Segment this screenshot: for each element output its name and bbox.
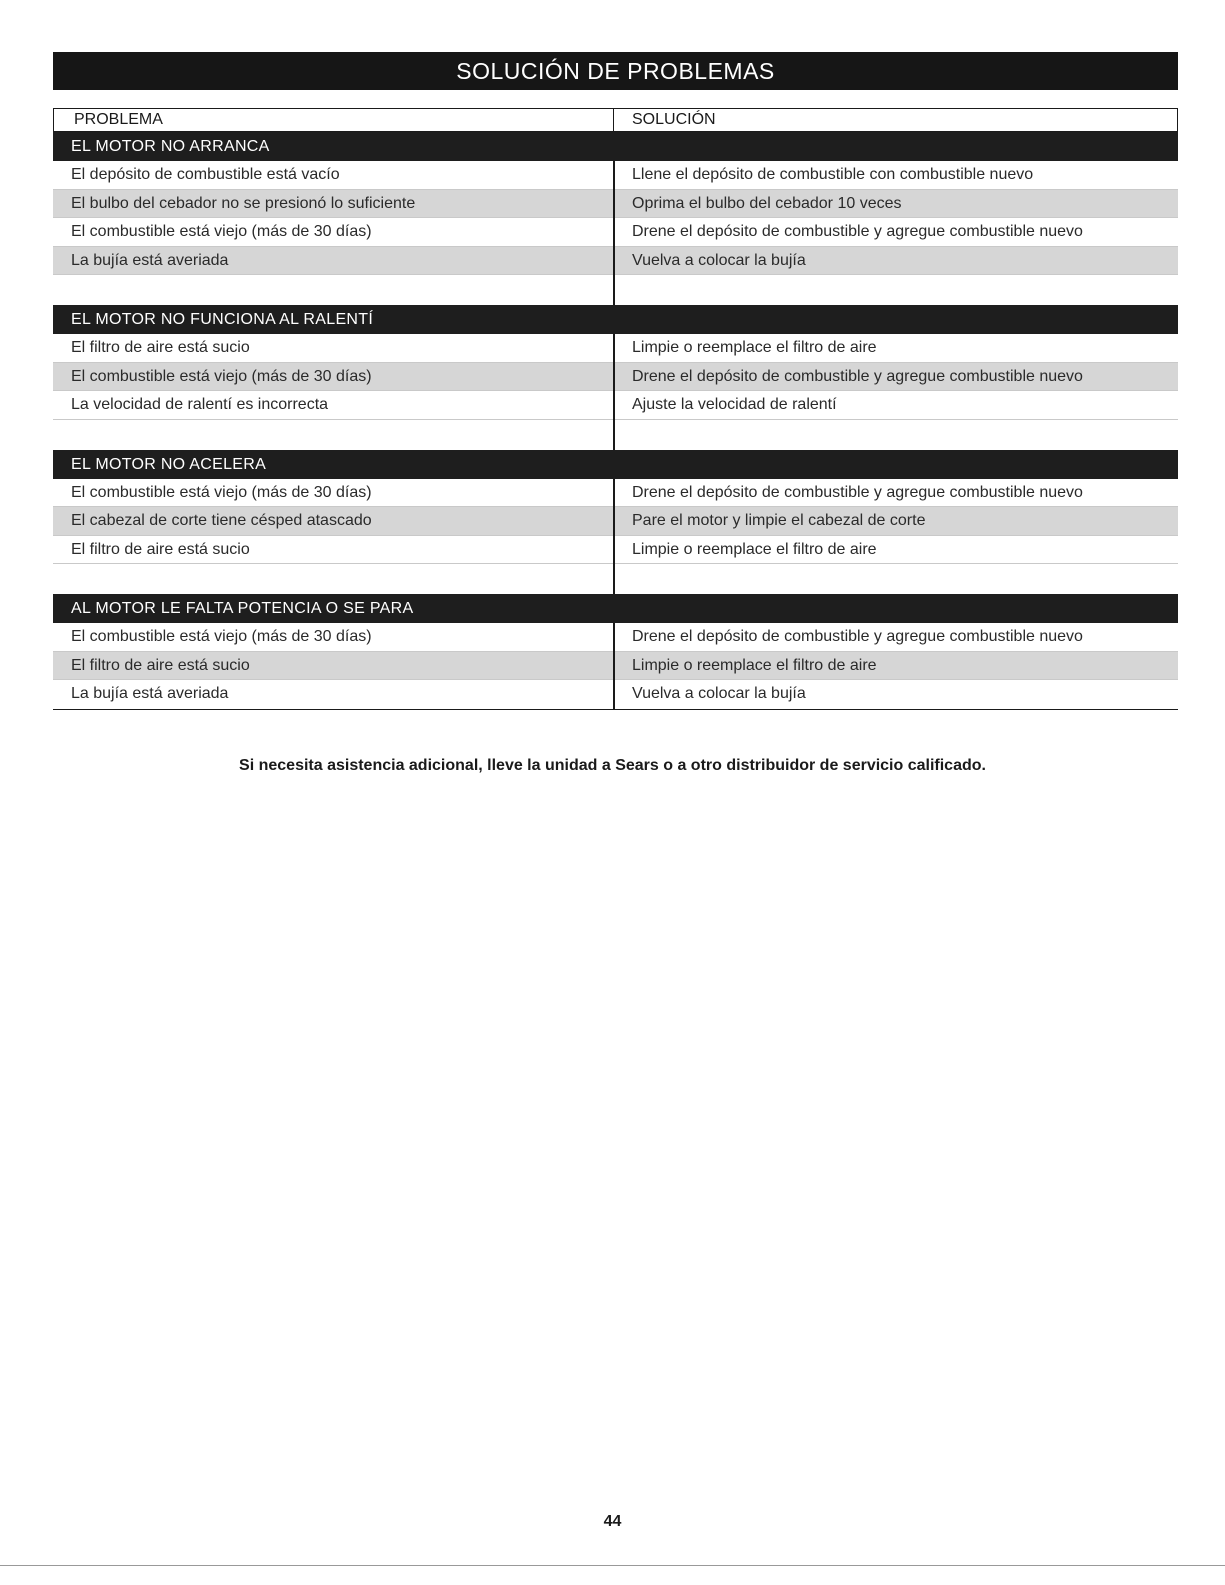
footer-rule	[0, 1565, 1225, 1566]
solution-cell: Oprima el bulbo del cebador 10 veces	[632, 194, 902, 212]
table-row	[53, 334, 1178, 363]
table-row	[53, 652, 1178, 681]
page-number: 44	[603, 1513, 622, 1530]
solution-cell: Drene el depósito de combustible y agregue combustible nuevo	[632, 483, 1083, 501]
problem-cell: El combustible está viejo (más de 30 días)	[71, 483, 372, 501]
section-motor-no-arranca	[53, 132, 1178, 305]
problem-cell: El filtro de aire está sucio	[71, 656, 250, 674]
table-row	[53, 623, 1178, 652]
table-row	[53, 161, 1178, 190]
problem-cell: El filtro de aire está sucio	[71, 540, 250, 558]
solution-cell: Drene el depósito de combustible y agregue combustible nuevo	[632, 223, 1083, 240]
section-motor-falta-potencia	[53, 594, 1178, 709]
table-header	[53, 108, 1178, 132]
solution-cell: Drene el depósito de combustible y agregue combustible nuevo	[632, 367, 1083, 385]
section-spacer	[53, 420, 1178, 450]
solution-cell: Limpie o reemplace el filtro de aire	[632, 656, 877, 674]
column-header-problem: PROBLEMA	[54, 109, 614, 131]
table-row	[53, 507, 1178, 536]
page-title: SOLUCIÓN DE PROBLEMAS	[53, 52, 1178, 90]
problem-cell: El bulbo del cebador no se presionó lo suficiente	[71, 194, 416, 212]
problem-cell: La velocidad de ralentí es incorrecta	[71, 396, 329, 413]
section-heading: EL MOTOR NO ARRANCA	[53, 132, 1178, 161]
solution-cell: Limpie o reemplace el filtro de aire	[632, 339, 877, 356]
troubleshooting-table	[53, 108, 1178, 710]
section-motor-no-acelera	[53, 450, 1178, 595]
problem-cell: El depósito de combustible está vacío	[71, 166, 340, 183]
column-header-solution: SOLUCIÓN	[632, 111, 716, 128]
table-bottom-rule	[53, 709, 1178, 710]
problem-cell: El cabezal de corte tiene césped atascado	[71, 512, 372, 529]
problem-cell: La bujía está averiada	[71, 251, 229, 269]
section-heading: EL MOTOR NO ACELERA	[53, 450, 1178, 479]
solution-cell: Ajuste la velocidad de ralentí	[632, 396, 837, 413]
section-motor-no-funciona-ralenti	[53, 305, 1178, 450]
problem-cell: El combustible está viejo (más de 30 días)	[71, 367, 372, 385]
solution-cell: Vuelva a colocar la bujía	[632, 685, 806, 702]
table-row	[53, 536, 1178, 565]
assistance-note: Si necesita asistencia adicional, lleve la unidad a Sears o a otro distribuidor de servicio calificado.	[239, 757, 986, 774]
solution-cell: Limpie o reemplace el filtro de aire	[632, 540, 877, 558]
solution-cell: Vuelva a colocar la bujía	[632, 251, 806, 269]
solution-cell: Llene el depósito de combustible con combustible nuevo	[632, 166, 1034, 183]
section-heading: EL MOTOR NO FUNCIONA AL RALENTÍ	[53, 305, 1178, 334]
table-row	[53, 218, 1178, 247]
section-spacer	[53, 564, 1178, 594]
problem-cell: El filtro de aire está sucio	[71, 339, 250, 356]
section-spacer	[53, 275, 1178, 305]
solution-cell: Drene el depósito de combustible y agregue combustible nuevo	[632, 628, 1083, 645]
table-row	[53, 680, 1178, 709]
table-row	[53, 190, 1178, 219]
problem-cell: El combustible está viejo (más de 30 días)	[71, 628, 372, 645]
table-row	[53, 363, 1178, 392]
table-row	[53, 391, 1178, 420]
problem-cell: La bujía está averiada	[71, 685, 229, 702]
problem-cell: El combustible está viejo (más de 30 días)	[71, 223, 372, 240]
section-heading: AL MOTOR LE FALTA POTENCIA O SE PARA	[53, 594, 1178, 623]
table-row	[53, 247, 1178, 276]
solution-cell: Pare el motor y limpie el cabezal de corte	[632, 512, 926, 529]
table-row	[53, 479, 1178, 508]
